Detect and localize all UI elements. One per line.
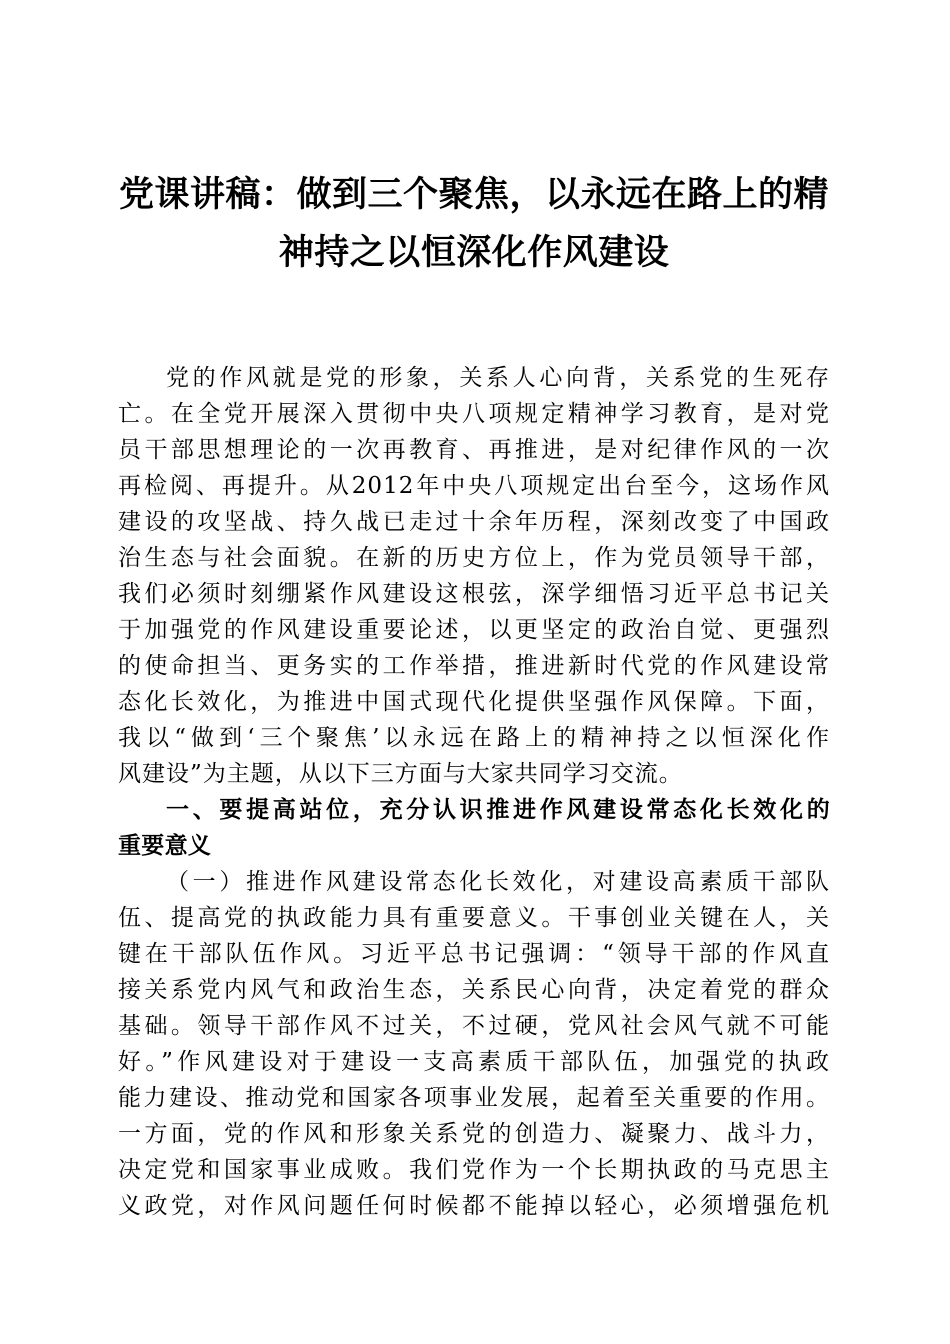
- paragraph-line: 一方面，党的作风和形象关系党的创造力、凝聚力、战斗力，: [118, 1121, 830, 1147]
- paragraph-line: 亡。在全党开展深入贯彻中央八项规定精神学习教育，是对党: [118, 401, 830, 427]
- paragraph-line: 态化长效化，为推进中国式现代化提供坚强作风保障。下面，: [118, 689, 830, 715]
- paragraph-line: 治生态与社会面貌。在新的历史方位上，作为党员领导干部，: [118, 545, 830, 571]
- paragraph-line: 风建设”为主题，从以下三方面与大家共同学习交流。: [118, 761, 683, 787]
- paragraph-line: 再检阅、再提升。从2012年中央八项规定出台至今，这场作风: [118, 473, 830, 499]
- paragraph-line: 我们必须时刻绷紧作风建设这根弦，深学细悟习近平总书记关: [118, 581, 830, 607]
- title-line: 党课讲稿：做到三个聚焦，以永远在路上的精: [118, 175, 829, 215]
- paragraph-line: 键在干部队伍作风。习近平总书记强调：“领导干部的作风直: [118, 941, 830, 967]
- paragraph-line: （一）推进作风建设常态化长效化，对建设高素质干部队: [166, 869, 830, 895]
- section-heading-line: 重要意义: [118, 833, 212, 859]
- paragraph-line: 于加强党的作风建设重要论述，以更坚定的政治自觉、更强烈: [118, 617, 830, 643]
- paragraph-line: 伍、提高党的执政能力具有重要意义。干事创业关键在人，关: [118, 905, 830, 931]
- paragraph-line: 决定党和国家事业成败。我们党作为一个长期执政的马克思主: [118, 1157, 830, 1183]
- paragraph-line: 的使命担当、更务实的工作举措，推进新时代党的作风建设常: [118, 653, 830, 679]
- paragraph-line: 好。”作风建设对于建设一支高素质干部队伍，加强党的执政: [118, 1049, 830, 1075]
- paragraph-line: 接关系党内风气和政治生态，关系民心向背，决定着党的群众: [118, 977, 830, 1003]
- paragraph-line: 我以“做到‘三个聚焦’以永远在路上的精神持之以恒深化作: [118, 725, 830, 751]
- paragraph-line: 建设的攻坚战、持久战已走过十余年历程，深刻改变了中国政: [118, 509, 830, 535]
- title-line: 神持之以恒深化作风建设: [278, 233, 670, 273]
- paragraph-line: 党的作风就是党的形象，关系人心向背，关系党的生死存: [166, 365, 830, 391]
- document-body: [118, 360, 830, 1224]
- paragraph-line: 能力建设、推动党和国家各项事业发展，起着至关重要的作用。: [118, 1085, 830, 1111]
- paragraph-line: 基础。领导干部作风不过关，不过硬，党风社会风气就不可能: [118, 1013, 830, 1039]
- section-heading-line: 一、要提高站位，充分认识推进作风建设常态化长效化的: [166, 797, 830, 823]
- document-title: [118, 166, 830, 282]
- paragraph-line: 义政党，对作风问题任何时候都不能掉以轻心，必须增强危机: [118, 1193, 830, 1219]
- paragraph-line: 员干部思想理论的一次再教育、再推进，是对纪律作风的一次: [118, 437, 830, 463]
